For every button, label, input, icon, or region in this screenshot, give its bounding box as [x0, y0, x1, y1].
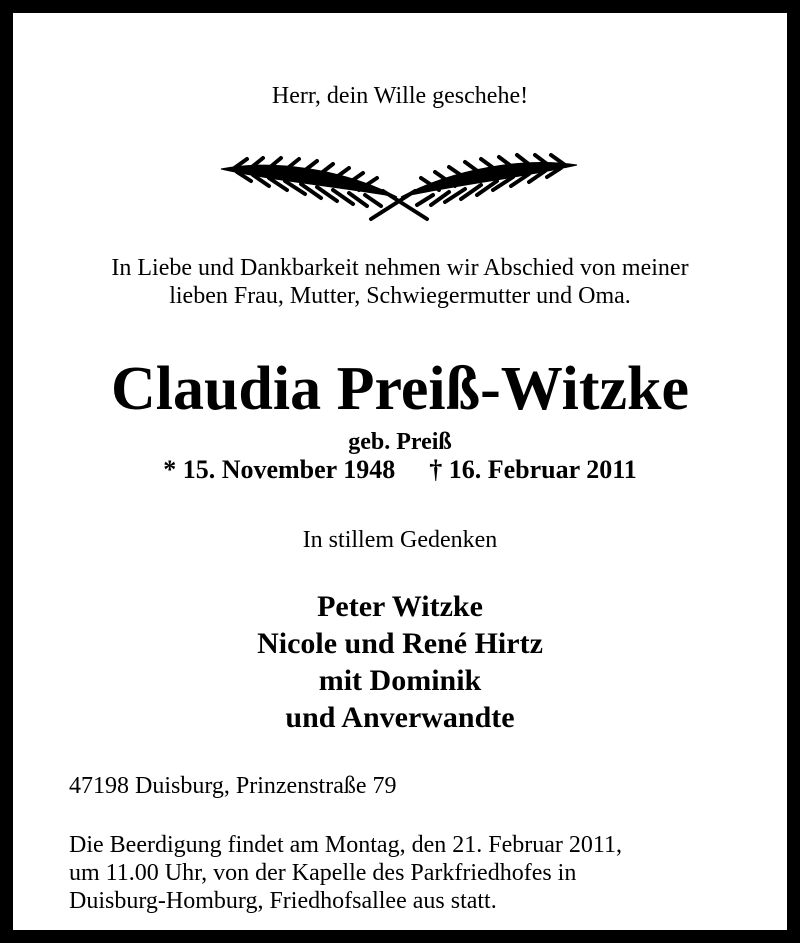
intro-line: In Liebe und Dankbarkeit nehmen wir Abschied von meiner: [111, 255, 689, 281]
memory-line: In stillem Gedenken: [302, 527, 498, 553]
funeral-info-line: Duisburg-Homburg, Friedhofsallee aus statt.: [69, 888, 497, 914]
motto: Herr, dein Wille geschehe!: [271, 83, 529, 109]
birth-date: * 15. November 1948: [163, 455, 396, 484]
address: 47198 Duisburg, Prinzenstraße 79: [69, 773, 397, 799]
mourner-name: und Anverwandte: [285, 701, 515, 734]
death-date: † 16. Februar 2011: [429, 455, 637, 484]
birth-name: geb. Preiß: [348, 429, 452, 455]
intro-line: lieben Frau, Mutter, Schwiegermutter und Oma.: [169, 283, 631, 309]
mourner-name: mit Dominik: [318, 664, 482, 697]
mourner-name: Peter Witzke: [317, 590, 483, 623]
funeral-info-line: Die Beerdigung findet am Montag, den 21. Februar 2011,: [69, 832, 622, 858]
palm-branches-icon: [213, 147, 585, 223]
funeral-info-line: um 11.00 Uhr, von der Kapelle des Parkfriedhofes in: [69, 860, 577, 886]
deceased-name: Claudia Preiß-Witzke: [110, 355, 690, 423]
mourner-name: Nicole und René Hirtz: [257, 627, 543, 660]
life-dates: [26, 455, 774, 485]
